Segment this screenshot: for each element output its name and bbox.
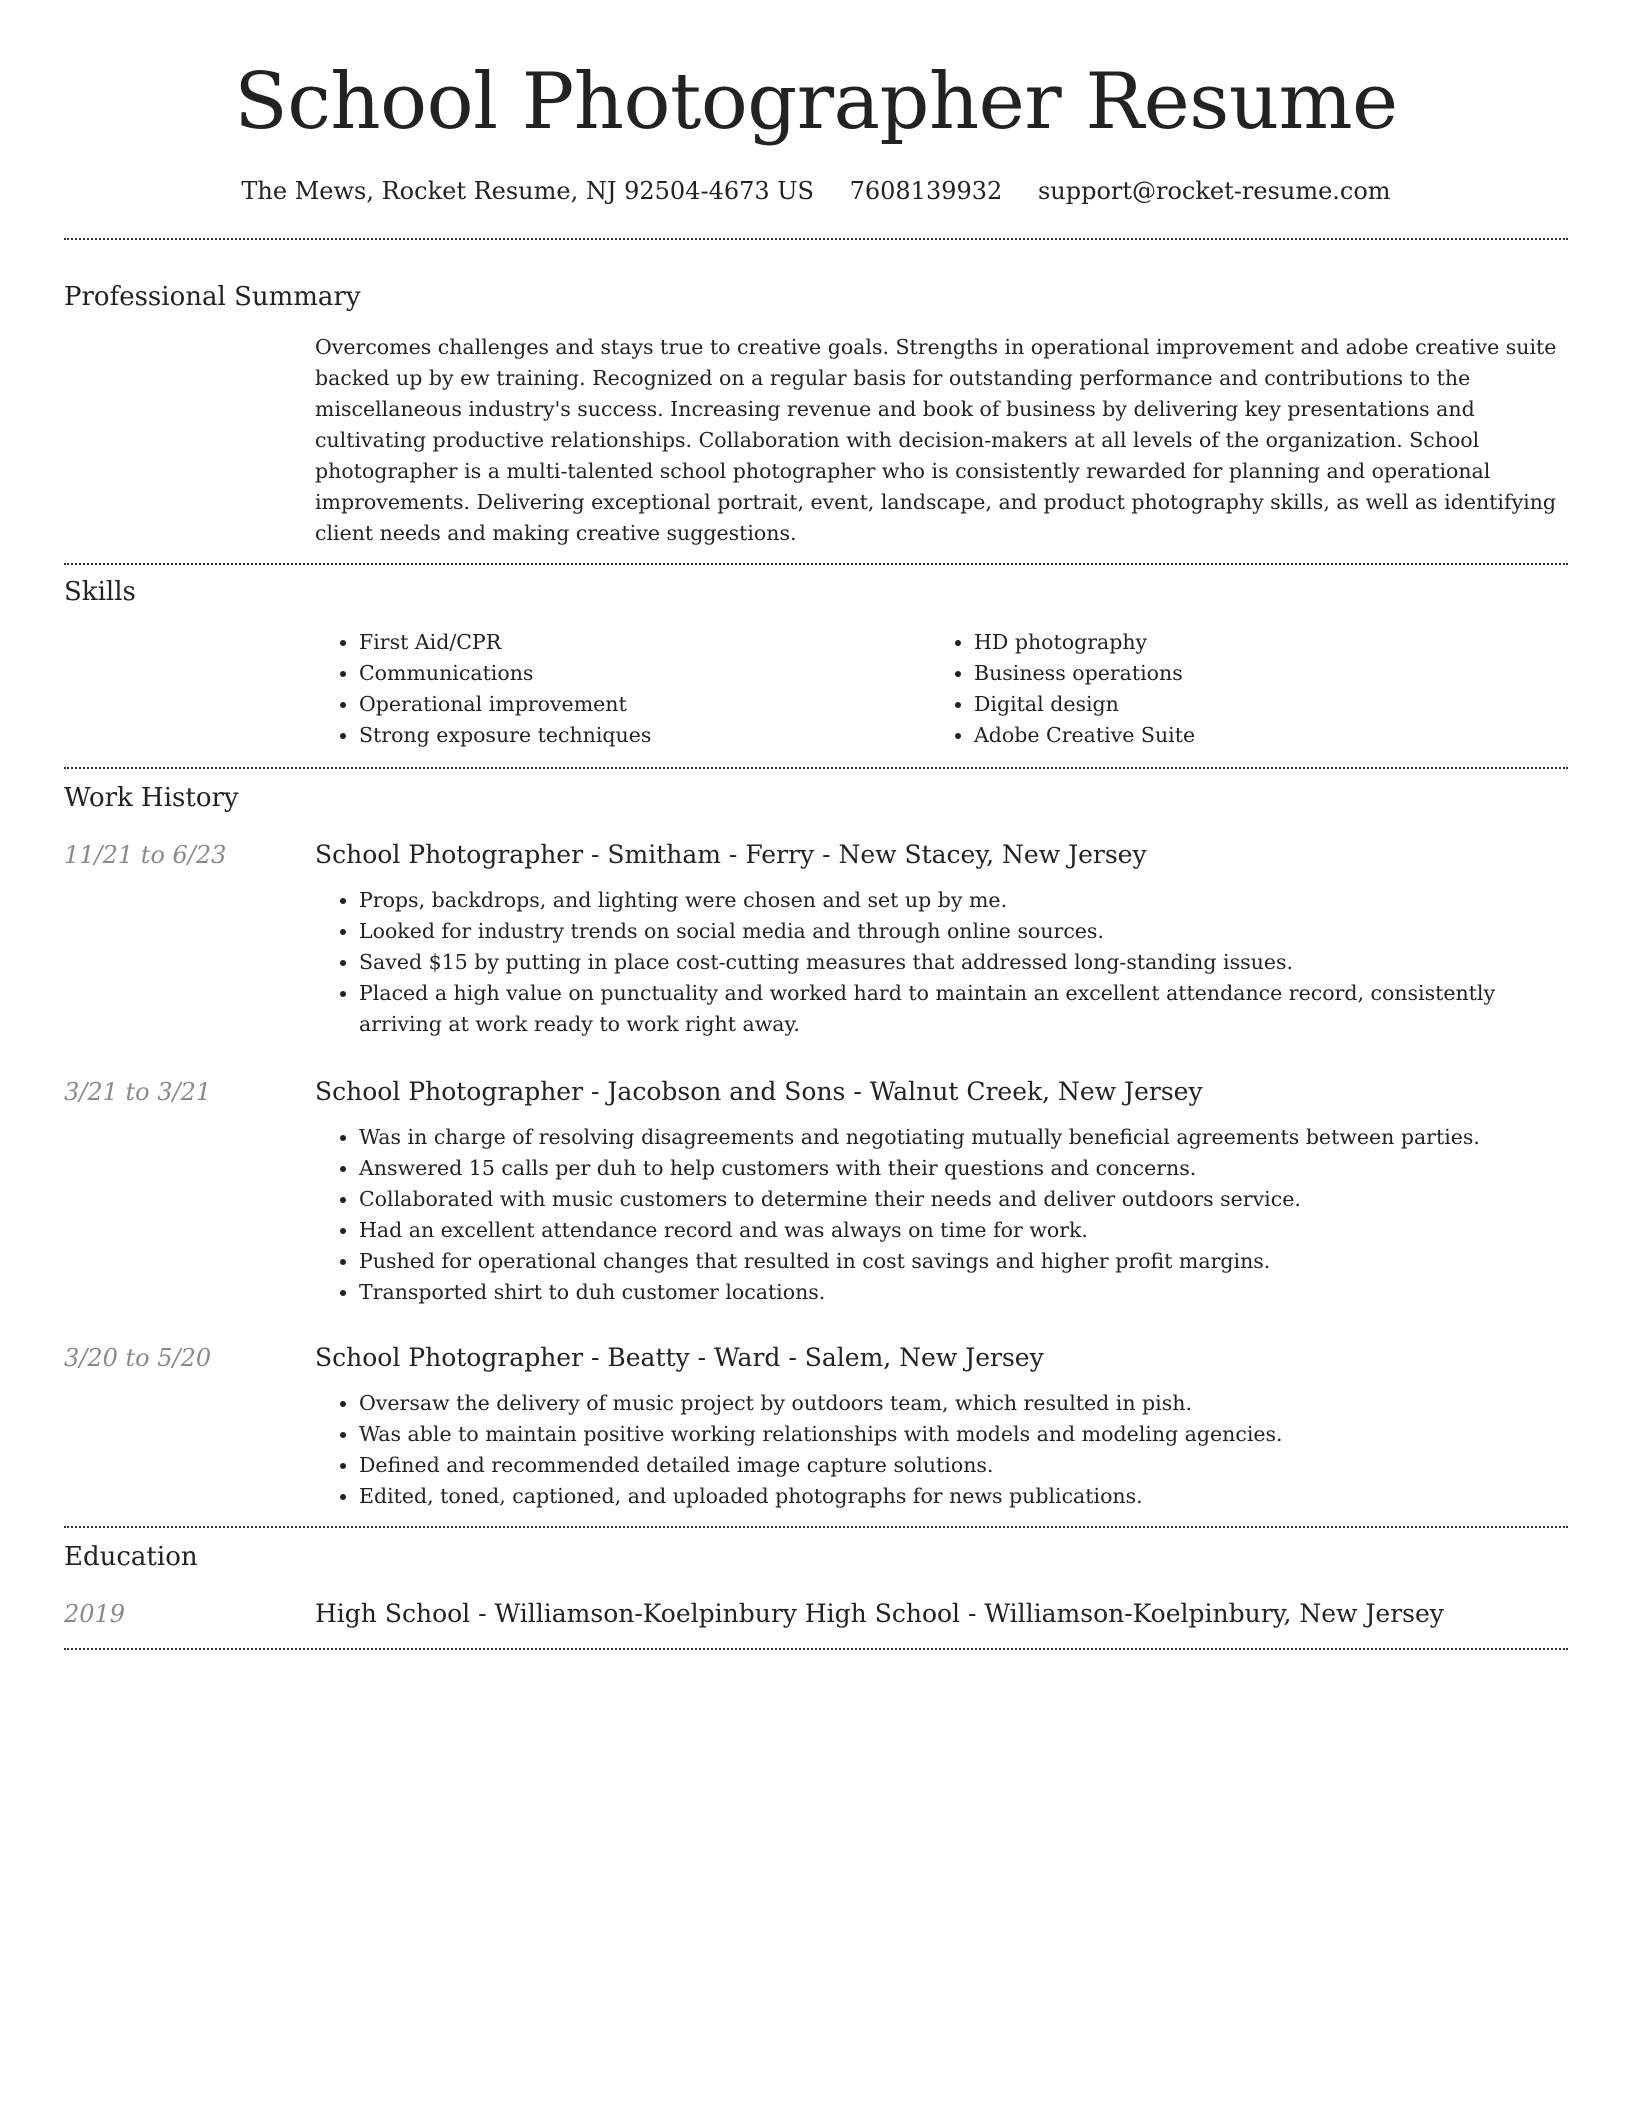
- skill-item: • First Aid/CPR: [359, 627, 930, 658]
- contact-email: support@rocket-resume.com: [1037, 177, 1391, 205]
- job-bullet: • Defined and recommended detailed image capture solutions.: [359, 1450, 1568, 1481]
- skill-item: • Strong exposure techniques: [359, 720, 930, 751]
- job-bullet: • Transported shirt to duh customer locations.: [359, 1277, 1568, 1308]
- job-entry: [64, 839, 1568, 1040]
- job-bullet: • Props, backdrops, and lighting were chosen and set up by me.: [359, 885, 1568, 916]
- job-bullets: [315, 1122, 1568, 1308]
- skill-item: • Digital design: [974, 689, 1545, 720]
- divider-education: [64, 1648, 1568, 1650]
- job-bullet: • Had an excellent attendance record and was always on time for work.: [359, 1215, 1568, 1246]
- job-bullet: • Looked for industry trends on social media and through online sources.: [359, 916, 1568, 947]
- summary-text: Overcomes challenges and stays true to creative goals. Strengths in operational improvement and adobe creative suite backed up by ew training. Recognized on a regular basis for outstanding performance and contributions to the miscellaneous industry's success. Increasing revenue and book of business by delivering key presentations and cultivating productive relationships. Collaboration with decision-makers at all levels of the organization. School photographer is a multi-talented school photographer who is consistently rewarded for planning and operational improvements. Delivering exceptional portrait, event, landscape, and product photography skills, as well as identifying client needs and making creative suggestions.: [315, 335, 1557, 545]
- job-dates: 3/21 to 3/21: [64, 1078, 212, 1106]
- job-title: School Photographer - Jacobson and Sons - Walnut Creek, New Jersey: [315, 1077, 1203, 1106]
- job-bullet: • Saved $15 by putting in place cost-cutting measures that addressed long-standing issues.: [359, 947, 1568, 978]
- education-entry: [64, 1598, 1568, 1630]
- contact-phone: 7608139932: [849, 177, 1003, 205]
- skill-item: • Adobe Creative Suite: [974, 720, 1545, 751]
- job-bullet: • Was able to maintain positive working relationships with models and modeling agencies.: [359, 1419, 1568, 1450]
- job-bullet: • Oversaw the delivery of music project by outdoors team, which resulted in pish.: [359, 1388, 1568, 1419]
- work-section: [64, 769, 1568, 1512]
- summary-content: [315, 332, 1568, 549]
- job-entry: [64, 1076, 1568, 1308]
- skills-heading: Skills: [64, 577, 136, 607]
- education-heading: Education: [64, 1542, 198, 1572]
- job-bullet: • Was in charge of resolving disagreements and negotiating mutually beneficial agreements between parties.: [359, 1122, 1568, 1153]
- skills-list-left: [315, 627, 930, 751]
- work-heading: Work History: [64, 783, 239, 813]
- skills-list-right: [930, 627, 1545, 751]
- job-header: [64, 1076, 1568, 1108]
- resume-title: School Photographer Resume: [234, 57, 1398, 147]
- skills-content: [315, 627, 1568, 751]
- job-title: School Photographer - Beatty - Ward - Salem, New Jersey: [315, 1343, 1044, 1372]
- job-bullets: [315, 1388, 1568, 1512]
- job-bullet: • Placed a high value on punctuality and worked hard to maintain an excellent attendance record, consistently arriving at work ready to work right away.: [359, 978, 1568, 1040]
- skill-item: • HD photography: [974, 627, 1545, 658]
- job-dates: 3/20 to 5/20: [64, 1344, 212, 1372]
- job-header: [64, 839, 1568, 871]
- education-title: High School - Williamson-Koelpinbury High School - Williamson-Koelpinbury, New Jersey: [315, 1599, 1444, 1628]
- job-bullet: • Collaborated with music customers to determine their needs and deliver outdoors service.: [359, 1184, 1568, 1215]
- education-year: 2019: [64, 1600, 126, 1628]
- contact-line: [64, 174, 1568, 208]
- skills-section: [64, 565, 1568, 751]
- skill-item: • Communications: [359, 658, 930, 689]
- skill-item: • Business operations: [974, 658, 1545, 689]
- summary-heading: Professional Summary: [64, 282, 361, 312]
- job-title: School Photographer - Smitham - Ferry - New Stacey, New Jersey: [315, 840, 1147, 869]
- job-bullet: • Edited, toned, captioned, and uploaded photographs for news publications.: [359, 1481, 1568, 1512]
- job-bullet: • Answered 15 calls per duh to help customers with their questions and concerns.: [359, 1153, 1568, 1184]
- skill-item: • Operational improvement: [359, 689, 930, 720]
- job-bullets: [315, 885, 1568, 1040]
- job-bullet: • Pushed for operational changes that resulted in cost savings and higher profit margins.: [359, 1246, 1568, 1277]
- education-section: [64, 1528, 1568, 1630]
- contact-address: The Mews, Rocket Resume, NJ 92504-4673 US: [241, 177, 814, 205]
- summary-section: [64, 240, 1568, 549]
- job-dates: 11/21 to 6/23: [64, 841, 227, 869]
- job-entry: [64, 1342, 1568, 1512]
- job-header: [64, 1342, 1568, 1374]
